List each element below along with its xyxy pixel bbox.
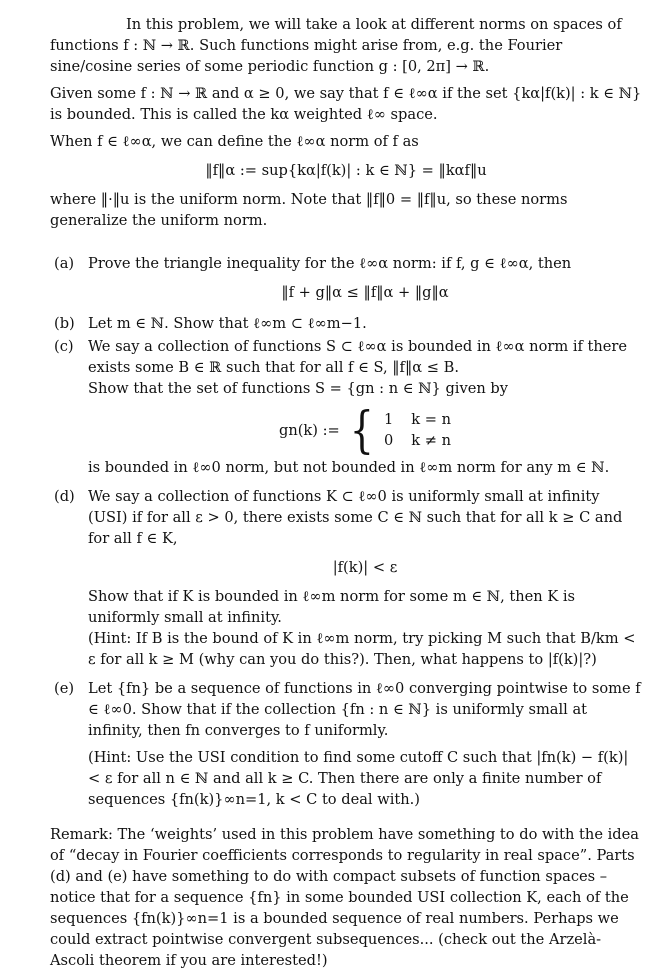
definition-paragraph: Given some f : ℕ → ℝ and α ≥ 0, we say that f ∈ ℓ∞α if the set {kα|f(k)| : k ∈ ℕ} is bounded. This is called the kα weighted ℓ∞ space. [50,85,642,123]
part-d [50,486,642,670]
uniform-norm-note: where ‖·‖u is the uniform norm. Note that ‖f‖0 = ‖f‖u, so these norms generalize the uniform norm. [50,191,568,229]
part-a [50,253,642,311]
intro-paragraph: In this problem, we will take a look at different norms on spaces of functions f : ℕ → ℝ. Such functions might arise from, e.g. the Fourier sine/cosine series of some periodic function g : [0, 2π] → ℝ. [50,16,622,75]
part-label: (e) [54,680,75,697]
piecewise-function [88,401,642,459]
part-label: (c) [54,338,74,355]
part-c-conclusion: is bounded in ℓ∞0 norm, but not bounded in ℓ∞m norm for any m ∈ ℕ. [88,459,610,476]
triangle-inequality-formula: ‖f + g‖α ≤ ‖f‖α + ‖g‖α [281,284,449,301]
part-label: (d) [54,488,75,505]
usi-inequality: |f(k)| < ε [332,559,398,576]
part-e-task: Let {fn} be a sequence of functions in ℓ∞0 converging pointwise to some f ∈ ℓ∞0. Show that if the collection {fn : n ∈ ℕ} is uniformly small at infinity, then fn converges to f uniformly. [88,680,641,739]
norm-definition-formula: ‖f‖α := sup{kα|f(k)| : k ∈ ℕ} = ‖kαf‖u [205,162,487,179]
part-a-text: Prove the triangle inequality for the ℓ∞α norm: if f, g ∈ ℓ∞α, then [88,255,572,272]
part-d-hint: (Hint: If B is the bound of K in ℓ∞m norm, try picking M such that B/km < ε for all k ≥ M (why can you do this?). Then, what happens to |f(k)|?) [88,630,636,668]
part-c [50,336,642,478]
part-label: (b) [54,315,75,332]
part-d-definition: We say a collection of functions K ⊂ ℓ∞0 is uniformly small at infinity (USI) if for all ε > 0, there exists some C ∈ ℕ such that for all k ≥ C and for all f ∈ K, [88,488,623,547]
part-label: (a) [54,255,75,272]
norm-definition-lead: When f ∈ ℓ∞α, we can define the ℓ∞α norm of f as [50,133,419,150]
part-e [50,678,642,810]
case-2-value: 0 [383,432,394,449]
part-c-task: Show that the set of functions S = {gn : n ∈ ℕ} given by [88,380,508,397]
case-1-value: 1 [383,411,394,428]
part-c-definition: We say a collection of functions S ⊂ ℓ∞α is bounded in ℓ∞α norm if there exists some B ∈ ℝ such that for all f ∈ S, ‖f‖α ≤ B. [88,338,628,376]
part-e-hint: (Hint: Use the USI condition to find some cutoff C such that |fn(k) − f(k)| < ε for all n ∈ ℕ and all k ≥ C. Then there are only a finite number of sequences {fn(k)}∞n=1, k < C to deal with.) [88,749,629,808]
part-b-text: Let m ∈ ℕ. Show that ℓ∞m ⊂ ℓ∞m−1. [88,315,367,332]
case-2-condition: k ≠ n [411,432,451,449]
part-b [50,313,642,334]
remark-paragraph: Remark: The ‘weights’ used in this problem have something to do with the idea of “decay in Fourier coefficients corresponds to regularity in real space”. Parts (d) and (e) have something to do with compact subsets of function spaces – notice that for a sequence {fn} in some bounded USI collection K, each of the sequences {fn(k)}∞n=1 is a bounded sequence of real numbers. Perhaps we could extract pointwise convergent subsequences... (check out the Arzelà-Ascoli theorem if you are interested!) [50,826,639,969]
left-brace: { [349,401,374,459]
piecewise-lhs: gn(k) := [279,421,340,439]
case-1-condition: k = n [411,411,451,428]
part-d-task: Show that if K is bounded in ℓ∞m norm for some m ∈ ℕ, then K is uniformly small at infinity. [88,588,576,626]
